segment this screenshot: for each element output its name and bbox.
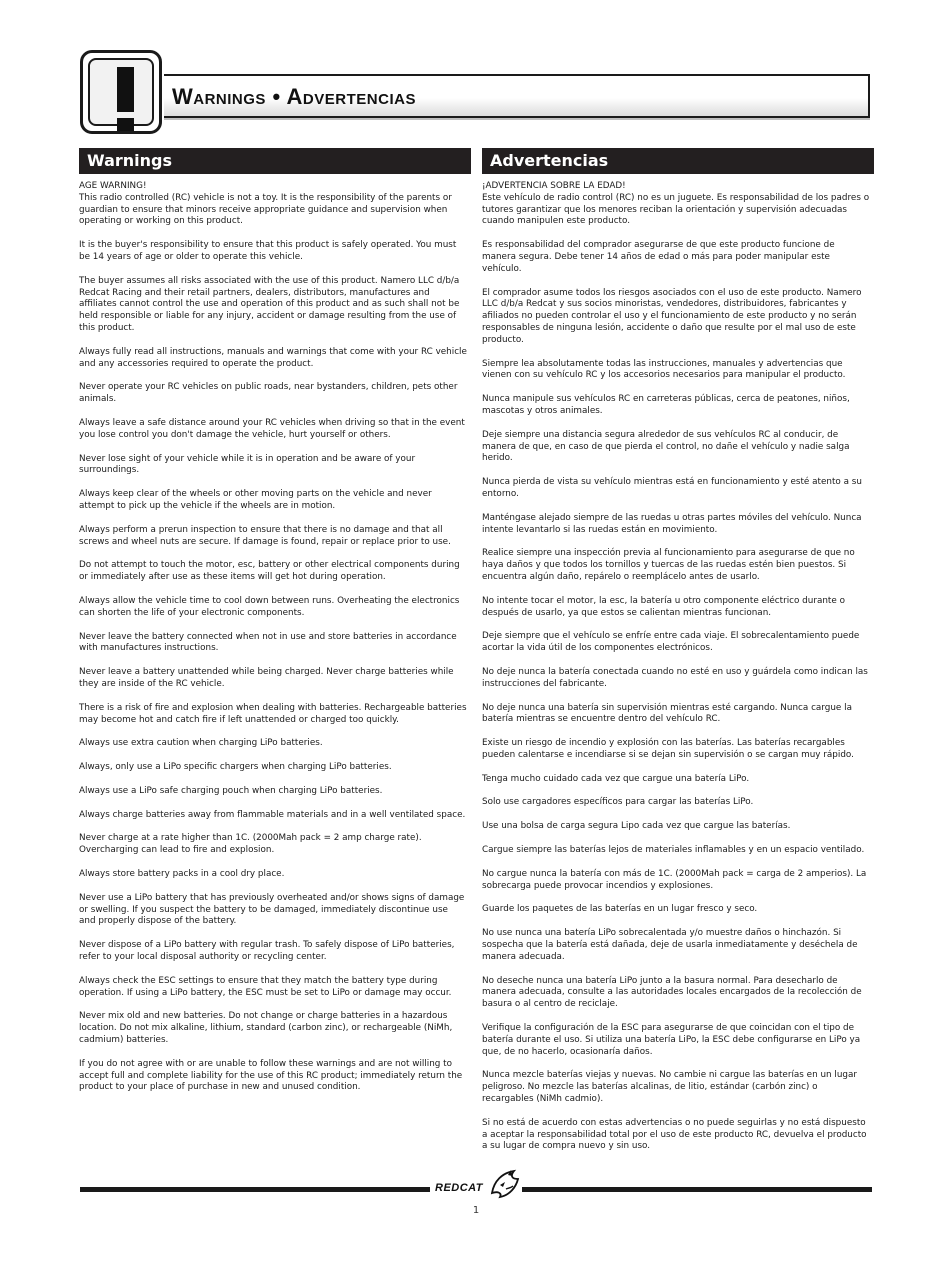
warning-paragraph: Always store battery packs in a cool dry place. <box>79 869 285 880</box>
advertencia-paragraph: Es responsabilidad del comprador asegurarse de que este producto funcione de manera segura. Debe tener 14 años de edad o más para poder manipular este vehículo. <box>482 240 835 274</box>
advertencia-paragraph: Si no está de acuerdo con estas advertencias o no puede seguirlas y no está dispuesto a aceptar la responsabilidad total por el uso de este producto RC, devuelva el producto a su lugar de compra nuevo y sin uso. <box>482 1117 867 1152</box>
exclamation-icon <box>80 50 162 134</box>
advertencia-paragraph: No intente tocar el motor, la esc, la batería u otro componente eléctrico durante o después de usarlo, ya que estos se calientan mientras funcionan. <box>482 595 845 618</box>
warning-paragraph: This radio controlled (RC) vehicle is not a toy. It is the responsibility of the parents or guardian to ensure that minors receive appropriate guidance and supervision when operating or working on this product. <box>79 192 452 227</box>
warning-paragraph: It is the buyer's responsibility to ensure that this product is safely operated. You must be 14 years of age or older to operate this vehicle. <box>79 240 457 262</box>
warning-paragraph: The buyer assumes all risks associated with the use of this product. Namero LLC d/b/a Redcat Racing and their retail partners, dealers, distributors, manufactures and affiliates cannot control the use and operation of this product and as such shall not be held responsible or liable for any injury, accident or damage resulting from the use of this product. <box>79 275 460 333</box>
age-warning: AGE WARNING! <box>79 181 147 191</box>
redcat-logo-text: REDCAT <box>435 1182 484 1194</box>
advertencia-paragraph: Nunca manipule sus vehículos RC en carreteras públicas, cerca de peatones, niños, mascotas y otros animales. <box>482 394 850 416</box>
warning-paragraph: Always keep clear of the wheels or other moving parts on the vehicle and never attempt to pick up the vehicle if the wheels are in motion. <box>79 489 432 511</box>
advertencia-paragraph: Guarde los paquetes de las baterías en un lugar fresco y seco. <box>482 904 758 915</box>
warning-paragraph: Always use extra caution when charging LiPo batteries. <box>79 738 323 749</box>
warnings-heading: Warnings <box>79 148 471 174</box>
advertencia-paragraph: No deseche nunca una batería LiPo junto a la basura normal. Para desecharlo de manera adecuada, consulte a las autoridades locales encargados de la recolección de basura o al centro de reciclaje. <box>482 975 862 1010</box>
advertencia-paragraph: Siempre lea absolutamente todas las instrucciones, manuales y advertencias que vienen con su vehículo RC y los accesorios necesarios para manipular el producto. <box>482 358 846 381</box>
warning-paragraph: Always charge batteries away from flammable materials and in a well ventilated space. <box>79 809 466 820</box>
warning-paragraph: Never leave a battery unattended while being charged. Never charge batteries while they are inside of the RC vehicle. <box>79 667 454 689</box>
advertencia-paragraph: Realice siempre una inspección previa al funcionamiento para asegurarse de que no haya daños y que todos los tornillos y tuercas de las ruedas estén bien puestos. Si encuentra algún daño, repárelo o reemplácelo antes de usarlo. <box>482 548 855 582</box>
warning-paragraph: Never charge at a rate higher than 1C. (2000Mah pack = 2 amp charge rate). Overcharging can lead to fire and explosion. <box>79 833 422 856</box>
warning-paragraph: Never leave the battery connected when not in use and store batteries in accordance with manufactures instructions. <box>79 631 457 654</box>
advertencia-paragraph: Tenga mucho cuidado cada vez que cargue una batería LiPo. <box>482 773 750 784</box>
warning-paragraph: Always, only use a LiPo specific chargers when charging LiPo batteries. <box>79 762 392 773</box>
redcat-logo-icon <box>488 1167 522 1201</box>
warning-paragraph: Do not attempt to touch the motor, esc, battery or other electrical components during or immediately after use as these items will get hot during operation. <box>79 560 460 583</box>
advertencia-paragraph: Use una bolsa de carga segura Lipo cada vez que cargue las baterías. <box>482 821 791 832</box>
advertencia-paragraph: El comprador asume todos los riesgos asociados con el uso de este producto. Namero LLC d/b/a Redcat y sus socios minoristas, vendedores, distribuidores, fabricantes y afiliados no pueden controlar el uso y el funcionamiento de este producto y no serán responsables de ninguna lesión, accidente o daño que resulte por el mal uso de este producto. <box>482 287 862 345</box>
advertencia-paragraph: Deje siempre que el vehículo se enfríe entre cada viaje. El sobrecalentamiento puede acortar la vida útil de los componentes electrónicos. <box>482 631 860 654</box>
page-number: 1 <box>472 1205 480 1216</box>
advertencia-paragraph: Solo use cargadores específicos para cargar las baterías LiPo. <box>482 797 754 808</box>
footer-rule-right <box>522 1187 872 1192</box>
advertencia-paragraph: Manténgase alejado siempre de las ruedas u otras partes móviles del vehículo. Nunca intente levantarlo si las ruedas están en movimiento. <box>482 512 862 535</box>
advertencia-paragraph: No deje nunca la batería conectada cuando no esté en uso y guárdela como indican las instrucciones del fabricante. <box>482 666 868 689</box>
warning-paragraph: Always fully read all instructions, manuals and warnings that come with your RC vehicle and any accessories required to operate the product. <box>79 346 467 369</box>
page-title: Warnings • Advertencias <box>172 84 416 109</box>
advertencia-paragraph: No use nunca una batería LiPo sobrecalentada y/o muestre daños o hinchazón. Si sospecha que la batería está dañada, deje de usarla inmediatamente y deséchela de manera adecuada. <box>482 928 858 962</box>
warning-paragraph: If you do not agree with or are unable to follow these warnings and are not willing to accept full and complete liability for the use of this RC product; immediately return the product to your place of purchase in new and unused condition. <box>79 1058 463 1093</box>
warning-paragraph: Always check the ESC settings to ensure that they match the battery type during operation. If using a LiPo battery, the ESC must be set to LiPo or damage may occur. <box>79 975 452 998</box>
advertencias-column <box>482 148 874 1165</box>
advertencia-paragraph: Este vehículo de radio control (RC) no es un juguete. Es responsabilidad de los padres o tutores garantizar que los menores reciban la orientación y supervisión adecuadas cuando manipulen este producto. <box>482 192 870 227</box>
warning-paragraph: There is a risk of fire and explosion when dealing with batteries. Rechargeable batteries may become hot and catch fire if left unattended or charged too quickly. <box>79 702 467 725</box>
warnings-body <box>79 174 471 1094</box>
warning-paragraph: Never operate your RC vehicles on public roads, near bystanders, children, pets other animals. <box>79 382 458 405</box>
advertencias-body <box>482 174 874 1153</box>
advertencia-paragraph: Verifique la configuración de la ESC para asegurarse de que coincidan con el tipo de batería durante el uso. Si utiliza una batería LiPo, la ESC debe configurarse en LiPo ya que, de no hacerlo, ocasionaría daños. <box>482 1023 861 1057</box>
advertencia-paragraph: Existe un riesgo de incendio y explosión con las baterías. Las baterías recargables pueden calentarse e incendiarse si se dejan sin supervisión o se cargan muy rápido. <box>482 738 854 760</box>
warning-paragraph: Always leave a safe distance around your RC vehicles when driving so that in the event you lose control you don't damage the vehicle, hurt yourself or others. <box>79 417 465 440</box>
section-header <box>80 50 872 136</box>
warnings-column <box>79 148 471 1106</box>
advertencia-paragraph: No deje nunca una batería sin supervisión mientras esté cargando. Nunca cargue la batería mientras se encuentre dentro del vehículo RC. <box>482 702 852 725</box>
advertencia-paragraph: Nunca mezcle baterías viejas y nuevas. No cambie ni cargue las baterías en un lugar peligroso. No mezcle las baterías alcalinas, de litio, estándar (carbón zinc) o recargables (NiMh cadmio). <box>482 1070 858 1105</box>
warning-paragraph: Always allow the vehicle time to cool down between runs. Overheating the electronics can shorten the life of your electronic components. <box>79 595 460 618</box>
title-bar <box>164 74 870 118</box>
footer-rule-left <box>80 1187 430 1192</box>
advertencias-heading: Advertencias <box>482 148 874 174</box>
age-warning-es: ¡ADVERTENCIA SOBRE LA EDAD! <box>482 181 626 191</box>
warning-paragraph: Always use a LiPo safe charging pouch when charging LiPo batteries. <box>79 785 383 796</box>
advertencia-paragraph: No cargue nunca la batería con más de 1C. (2000Mah pack = carga de 2 amperios). La sobrecarga puede provocar incendios y explosiones. <box>482 868 867 891</box>
advertencia-paragraph: Cargue siempre las baterías lejos de materiales inflamables y en un espacio ventilado. <box>482 845 865 856</box>
warning-paragraph: Never mix old and new batteries. Do not change or charge batteries in a hazardous location. Do not mix alkaline, lithium, standard (carbon zinc), or rechargeable (NiMh, cadmium) batteries. <box>79 1011 453 1046</box>
advertencia-paragraph: Nunca pierda de vista su vehículo mientras está en funcionamiento y esté atento a su entorno. <box>482 477 862 499</box>
warning-paragraph: Never dispose of a LiPo battery with regular trash. To safely dispose of LiPo batteries, refer to your local disposal authority or recycling center. <box>79 940 455 963</box>
warning-paragraph: Never lose sight of your vehicle while it is in operation and be aware of your surroundings. <box>79 453 416 476</box>
advertencia-paragraph: Deje siempre una distancia segura alrededor de sus vehículos RC al conducir, de manera de que, en caso de que pierda el control, no dañe el vehículo y nadie salga herido. <box>482 429 850 464</box>
warning-paragraph: Never use a LiPo battery that has previously overheated and/or shows signs of damage or swelling. If you suspect the battery to be damaged, immediately discontinue use and properly dispose of the battery. <box>79 892 465 927</box>
warning-paragraph: Always perform a prerun inspection to ensure that there is no damage and that all screws and wheel nuts are secure. If damage is found, repair or replace prior to use. <box>79 524 451 547</box>
